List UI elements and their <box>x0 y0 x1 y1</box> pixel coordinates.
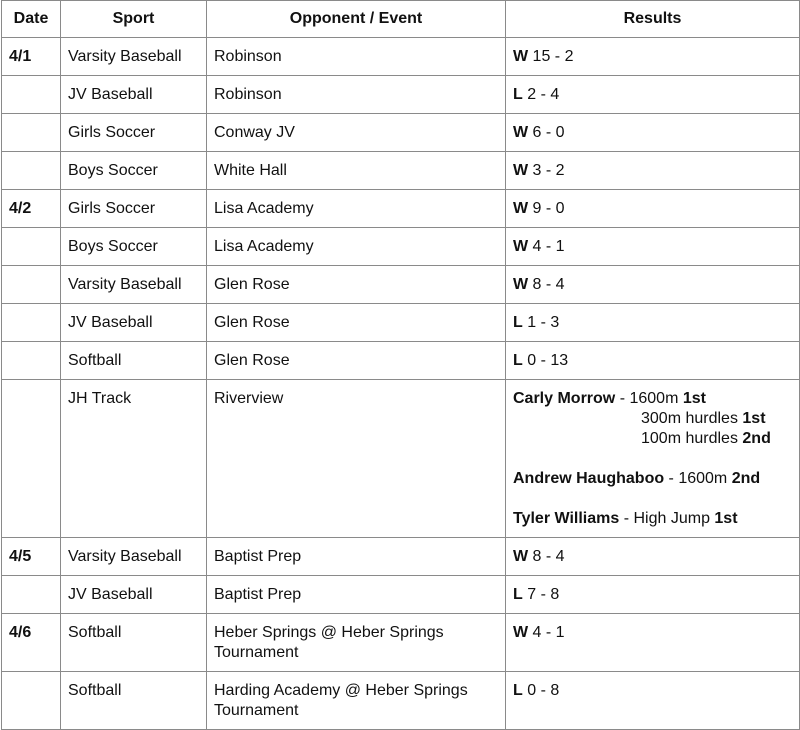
date-cell <box>2 76 61 114</box>
sport-cell: Softball <box>61 614 207 672</box>
spacer <box>513 489 792 509</box>
result-cell <box>506 266 800 304</box>
spacer <box>513 449 792 469</box>
table-row <box>2 38 800 76</box>
opponent-cell: Harding Academy @ Heber Springs Tournament <box>207 672 506 730</box>
event: 100m hurdles <box>641 430 743 447</box>
header-row <box>2 1 800 38</box>
sport-cell: JV Baseball <box>61 576 207 614</box>
date-cell <box>2 342 61 380</box>
event: - High Jump <box>619 510 715 527</box>
outcome: L <box>513 314 523 331</box>
result-cell <box>506 38 800 76</box>
score: 7 - 8 <box>522 586 560 603</box>
table-row <box>2 304 800 342</box>
score: 0 - 13 <box>522 352 569 369</box>
result-cell <box>506 190 800 228</box>
table-row <box>2 672 800 730</box>
date-cell: 4/1 <box>2 38 61 76</box>
date-cell <box>2 266 61 304</box>
table-row <box>2 342 800 380</box>
header-date: Date <box>2 1 61 38</box>
athlete-name: Carly Morrow <box>513 390 616 407</box>
sport-cell: JV Baseball <box>61 304 207 342</box>
opponent-cell: Heber Springs @ Heber Springs Tournament <box>207 614 506 672</box>
score: 8 - 4 <box>528 548 565 565</box>
result-cell <box>506 152 800 190</box>
outcome: L <box>513 682 523 699</box>
sport-cell: JV Baseball <box>61 76 207 114</box>
table-row <box>2 152 800 190</box>
outcome: W <box>513 200 529 217</box>
opponent-cell: Lisa Academy <box>207 228 506 266</box>
result-cell <box>506 76 800 114</box>
outcome: W <box>513 548 529 565</box>
outcome: W <box>513 48 529 65</box>
date-cell <box>2 304 61 342</box>
date-cell <box>2 380 61 538</box>
table-row <box>2 538 800 576</box>
opponent-cell: White Hall <box>207 152 506 190</box>
event: - 1600m <box>664 470 732 487</box>
date-cell: 4/6 <box>2 614 61 672</box>
sport-cell: Girls Soccer <box>61 190 207 228</box>
score: 4 - 1 <box>528 238 565 255</box>
header-sport: Sport <box>61 1 207 38</box>
header-results: Results <box>506 1 800 38</box>
sport-cell: Boys Soccer <box>61 152 207 190</box>
table-row <box>2 266 800 304</box>
athlete-name: Andrew Haughaboo <box>513 470 665 487</box>
opponent-cell: Lisa Academy <box>207 190 506 228</box>
track-result-line <box>513 509 792 529</box>
result-cell <box>506 614 800 672</box>
table-row <box>2 190 800 228</box>
track-result-line <box>513 429 792 449</box>
placement: 1st <box>742 410 766 427</box>
opponent-cell: Glen Rose <box>207 342 506 380</box>
opponent-cell: Riverview <box>207 380 506 538</box>
sport-cell: Girls Soccer <box>61 114 207 152</box>
outcome: W <box>513 624 529 641</box>
table-row <box>2 576 800 614</box>
date-cell <box>2 152 61 190</box>
score: 8 - 4 <box>528 276 565 293</box>
score: 6 - 0 <box>528 124 565 141</box>
score: 4 - 1 <box>528 624 565 641</box>
placement: 2nd <box>731 470 761 487</box>
sport-cell: Softball <box>61 672 207 730</box>
date-cell <box>2 672 61 730</box>
table-row <box>2 76 800 114</box>
sport-cell: Varsity Baseball <box>61 538 207 576</box>
date-cell: 4/5 <box>2 538 61 576</box>
sport-cell: Varsity Baseball <box>61 38 207 76</box>
result-cell <box>506 114 800 152</box>
opponent-cell: Glen Rose <box>207 266 506 304</box>
score: 15 - 2 <box>528 48 574 65</box>
table-row <box>2 228 800 266</box>
result-cell <box>506 672 800 730</box>
score: 2 - 4 <box>522 86 560 103</box>
opponent-cell: Baptist Prep <box>207 538 506 576</box>
result-cell <box>506 228 800 266</box>
outcome: W <box>513 238 529 255</box>
outcome: W <box>513 124 529 141</box>
date-cell: 4/2 <box>2 190 61 228</box>
placement: 1st <box>682 390 706 407</box>
sport-cell: Boys Soccer <box>61 228 207 266</box>
athlete-name: Tyler Williams <box>513 510 620 527</box>
placement: 1st <box>714 510 738 527</box>
header-opponent: Opponent / Event <box>207 1 506 38</box>
result-cell <box>506 304 800 342</box>
sport-cell: JH Track <box>61 380 207 538</box>
opponent-cell: Robinson <box>207 38 506 76</box>
result-cell <box>506 342 800 380</box>
date-cell <box>2 114 61 152</box>
date-cell <box>2 228 61 266</box>
result-cell <box>506 576 800 614</box>
track-result-line <box>513 409 792 429</box>
sport-cell: Softball <box>61 342 207 380</box>
event: - 1600m <box>615 390 683 407</box>
opponent-cell: Glen Rose <box>207 304 506 342</box>
score: 9 - 0 <box>528 200 565 217</box>
event: 300m hurdles <box>641 410 743 427</box>
outcome: W <box>513 276 529 293</box>
outcome: L <box>513 86 523 103</box>
placement: 2nd <box>742 430 771 447</box>
outcome: L <box>513 586 523 603</box>
score: 1 - 3 <box>522 314 560 331</box>
opponent-cell: Conway JV <box>207 114 506 152</box>
score: 0 - 8 <box>522 682 560 699</box>
score: 3 - 2 <box>528 162 565 179</box>
outcome: W <box>513 162 529 179</box>
result-cell <box>506 538 800 576</box>
opponent-cell: Robinson <box>207 76 506 114</box>
opponent-cell: Baptist Prep <box>207 576 506 614</box>
track-result-line <box>513 389 792 409</box>
result-cell <box>506 380 800 538</box>
table-row <box>2 380 800 538</box>
sport-cell: Varsity Baseball <box>61 266 207 304</box>
date-cell <box>2 576 61 614</box>
outcome: L <box>513 352 523 369</box>
table-row <box>2 614 800 672</box>
table-row <box>2 114 800 152</box>
track-result-line <box>513 469 792 489</box>
results-table <box>1 0 800 730</box>
